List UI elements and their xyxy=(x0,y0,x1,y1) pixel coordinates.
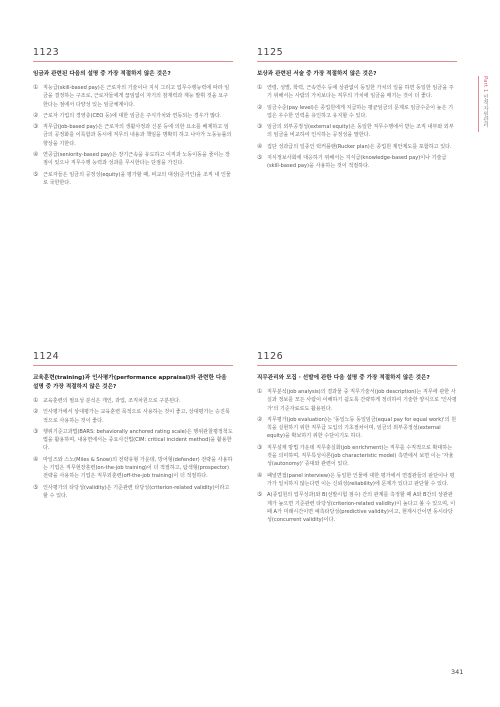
divider xyxy=(257,365,457,366)
option-marker: ⑤ xyxy=(257,154,263,162)
option-text: 집단 성과급의 일종인 럭커플랜(Rucker plan)은 종업원 제안제도를 포함하고 있다. xyxy=(267,143,452,150)
question-number: 1124 xyxy=(33,351,60,362)
option-marker: ① xyxy=(33,84,39,91)
option-marker: ② xyxy=(257,103,263,111)
question-number: 1123 xyxy=(33,47,60,58)
option-text: 연공급(seniority-based pay)은 장기근속을 유도하고 이직과 노동이동을 줄이는 장점이 있으나 직무수행 능력과 성과를 무시한다는 단점을 가진다. xyxy=(43,152,230,167)
option-item xyxy=(257,143,457,151)
option-text: 마일즈와 스노(Miles & Snow)의 전략유형 가운데, 방어형(defender) 전략을 사용하는 기업은 직무현장훈련(on-the-job training)이 더 적절하고, 탐색형(prospector) 전략을 사용하는 기업은 직무외훈련(off-the-job training)이 더 적절하다. xyxy=(43,456,233,480)
question-number: 1125 xyxy=(257,47,284,58)
option-marker: ⑤ xyxy=(257,491,263,499)
option-item xyxy=(33,428,233,453)
question-1126 xyxy=(257,351,457,527)
option-text: 패널면접(panel interview)은 동일한 인물에 대한 평가에서 면접관들의 판단이나 평가가 일치하지 않는다면 이는 신뢰성(reliability)에 문제가 있다고 판단할 수 있다. xyxy=(267,472,455,487)
option-item xyxy=(257,444,457,469)
option-item xyxy=(257,416,457,441)
option-item xyxy=(257,388,457,413)
option-marker: ① xyxy=(257,84,263,91)
options-list xyxy=(257,84,457,171)
side-tab-label xyxy=(481,76,489,128)
option-marker: ③ xyxy=(33,123,39,131)
options-list xyxy=(33,84,233,187)
option-item xyxy=(257,472,457,489)
option-text: A(종업원의 업무성과)와 B(선발시험 점수) 간의 관계를 측정할 때 A와 B간의 상관관계가 높으면 기준관련 타당성(criterion-related validity)이 높다고 볼 수 있으며, 이때 A가 미래시간이면 예측타당성(predictive validity)이고, 현재시간이면 동시타당성(concurrent validity)이다. xyxy=(267,492,456,524)
question-text: 교육훈련(training)과 인사평가(performance appraisal)와 관련한 다음 설명 중 가장 적절하지 않은 것은? xyxy=(33,375,227,390)
option-marker: ② xyxy=(33,111,39,119)
option-item xyxy=(33,397,233,405)
option-marker: ③ xyxy=(257,443,263,451)
option-text: 인사평가에서 상대평가는 교육훈련 목적으로 사용하는 것이 좋고, 상대평가는 승진목적으로 사용하는 것이 좋다. xyxy=(43,409,230,424)
divider xyxy=(33,61,233,62)
option-item xyxy=(33,84,233,109)
option-item xyxy=(257,154,457,171)
option-text: 직무설계 방법 가운데 직무충실화(job enrichment)는 직무를 수직적으로 확대하는 것을 의미하며, 직무특성이론(job characteristic model) 측면에서 보면 이는 '자율성(autonomy)' 증대와 관련이 있다. xyxy=(267,444,454,468)
option-text: 직무평가(job evaluation)는 '동일노동 동일임금(equal pay for equal work)'의 원칙을 실현하기 위한 직무급 도입의 기초절차이며, 임금의 외부공정성(external equity)을 확보하기 위한 수단이기도 하다. xyxy=(267,416,457,440)
question-1125 xyxy=(257,47,457,174)
question-text: 임금과 관련된 다음의 설명 중 가장 적절하지 않은 것은? xyxy=(33,71,171,77)
option-marker: ④ xyxy=(33,455,39,463)
question-text: 보상과 관련된 서술 중 가장 적절하지 않은 것은? xyxy=(257,71,377,77)
option-text: 인사평가의 타당성(validity)은 기준관련 타당성(criterion-related validity)이라고 할 수 있다. xyxy=(43,484,230,499)
option-item xyxy=(257,491,457,524)
option-text: 연령, 성별, 학력, 근속연수 등에 상관없이 동일한 가치의 일을 하면 동일한 임금을 주기 위해서는 사람의 가치보다는 직무의 가치에 임금을 매기는 것이 더 좋다. xyxy=(267,85,454,100)
question-1123 xyxy=(33,47,233,190)
options-list xyxy=(257,388,457,524)
divider xyxy=(257,61,457,62)
option-item xyxy=(33,408,233,425)
option-marker: ③ xyxy=(257,123,263,131)
option-item xyxy=(33,151,233,168)
question-text: 직무관리와 모집 · 선발에 관한 다음 설명 중 가장 적절하지 않은 것은? xyxy=(257,375,430,381)
side-tab-title: 인적자원관리 xyxy=(482,94,488,128)
option-marker: ④ xyxy=(257,142,263,150)
side-tab-part: Part 1 xyxy=(482,76,488,93)
option-marker: ③ xyxy=(33,427,39,435)
option-item xyxy=(257,84,457,101)
side-tab-bar xyxy=(478,76,479,132)
option-marker: ⑤ xyxy=(33,170,39,178)
option-text: 행위기준고과법(BARS: behaviorally anchored rating scale)은 행위관찰평정척도법을 활용하며, 내용면에서는 중요사건법(CIM: critical incident method)을 활용한다. xyxy=(43,428,233,452)
option-item xyxy=(33,171,233,188)
side-tab xyxy=(478,76,492,146)
options-list xyxy=(33,397,233,500)
option-item xyxy=(257,123,457,140)
option-marker: ④ xyxy=(33,151,39,159)
option-marker: ① xyxy=(33,397,39,404)
option-text: 근로자들은 임금의 공정성(equity)을 평가할 때, 비교의 대상(준거인)을 조직 내 인물로 국한한다. xyxy=(43,171,231,186)
option-text: 직무분석(job analysis)의 결과물 중 직무기술서(job description)는 직무에 관한 사실과 정보를 모든 사람이 이해하기 쉽도록 간략하게 정리하여 기술한 양식으로 '인사평가'의 기준자료로도 활용된다. xyxy=(267,389,457,412)
option-marker: ① xyxy=(257,388,263,395)
question-1124 xyxy=(33,351,233,503)
option-item xyxy=(257,104,457,121)
option-text: 교육훈련의 필요성 분석은 개인, 과업, 조직차원으로 구분된다. xyxy=(43,398,181,404)
option-item xyxy=(33,112,233,120)
option-text: 직능급(skill-based pay)은 근로자의 기술이나 지식 그리고 업무수행능력에 따라 임금을 결정하는 구조로, 근로자들에게 끊임없이 자기의 잠재력과 재능 발휘 것을 요구한다는 점에서 다양성 있는 임금체계이다. xyxy=(43,85,230,108)
option-text: 지식정보사회에 대응하기 위해서는 지식급(knowledge-based pay)이나 기술급(skill-based pay)을 사용하는 것이 적절하다. xyxy=(267,155,447,170)
divider xyxy=(33,365,233,366)
option-marker: ② xyxy=(33,408,39,416)
option-item xyxy=(33,123,233,148)
option-marker: ② xyxy=(257,415,263,423)
option-item xyxy=(33,484,233,501)
page-number: 341 xyxy=(451,668,464,676)
question-number: 1126 xyxy=(257,351,284,362)
option-text: 근로자 기업의 경영층(CEO 등)에 대한 임금은 주식가치와 연동되는 경우가 많다. xyxy=(43,112,222,119)
option-marker: ⑤ xyxy=(33,483,39,491)
option-item xyxy=(33,456,233,481)
option-text: 임금의 외부공정성(external equity)은 동일한 직무수행에서 받는 조직 내부와 외부의 임금을 비교하여 인식하는 공정성을 말한다. xyxy=(267,124,454,139)
option-text: 직무급(job-based pay)은 근로자의 생활사정과 신분 등에 의한 요소를 배제하고 임금의 공정화를 이룩함과 동시에 직무의 내용과 책임을 명확히 하고 나아가 노동능률의 향상을 기한다. xyxy=(43,124,232,147)
option-text: 임금수준(pay level)은 종업원에게 지급하는 평균임금의 문제로 임금수준이 높은 기업은 우수한 인력을 유인하고 유지할 수 있다. xyxy=(267,104,454,119)
option-marker: ④ xyxy=(257,471,263,479)
